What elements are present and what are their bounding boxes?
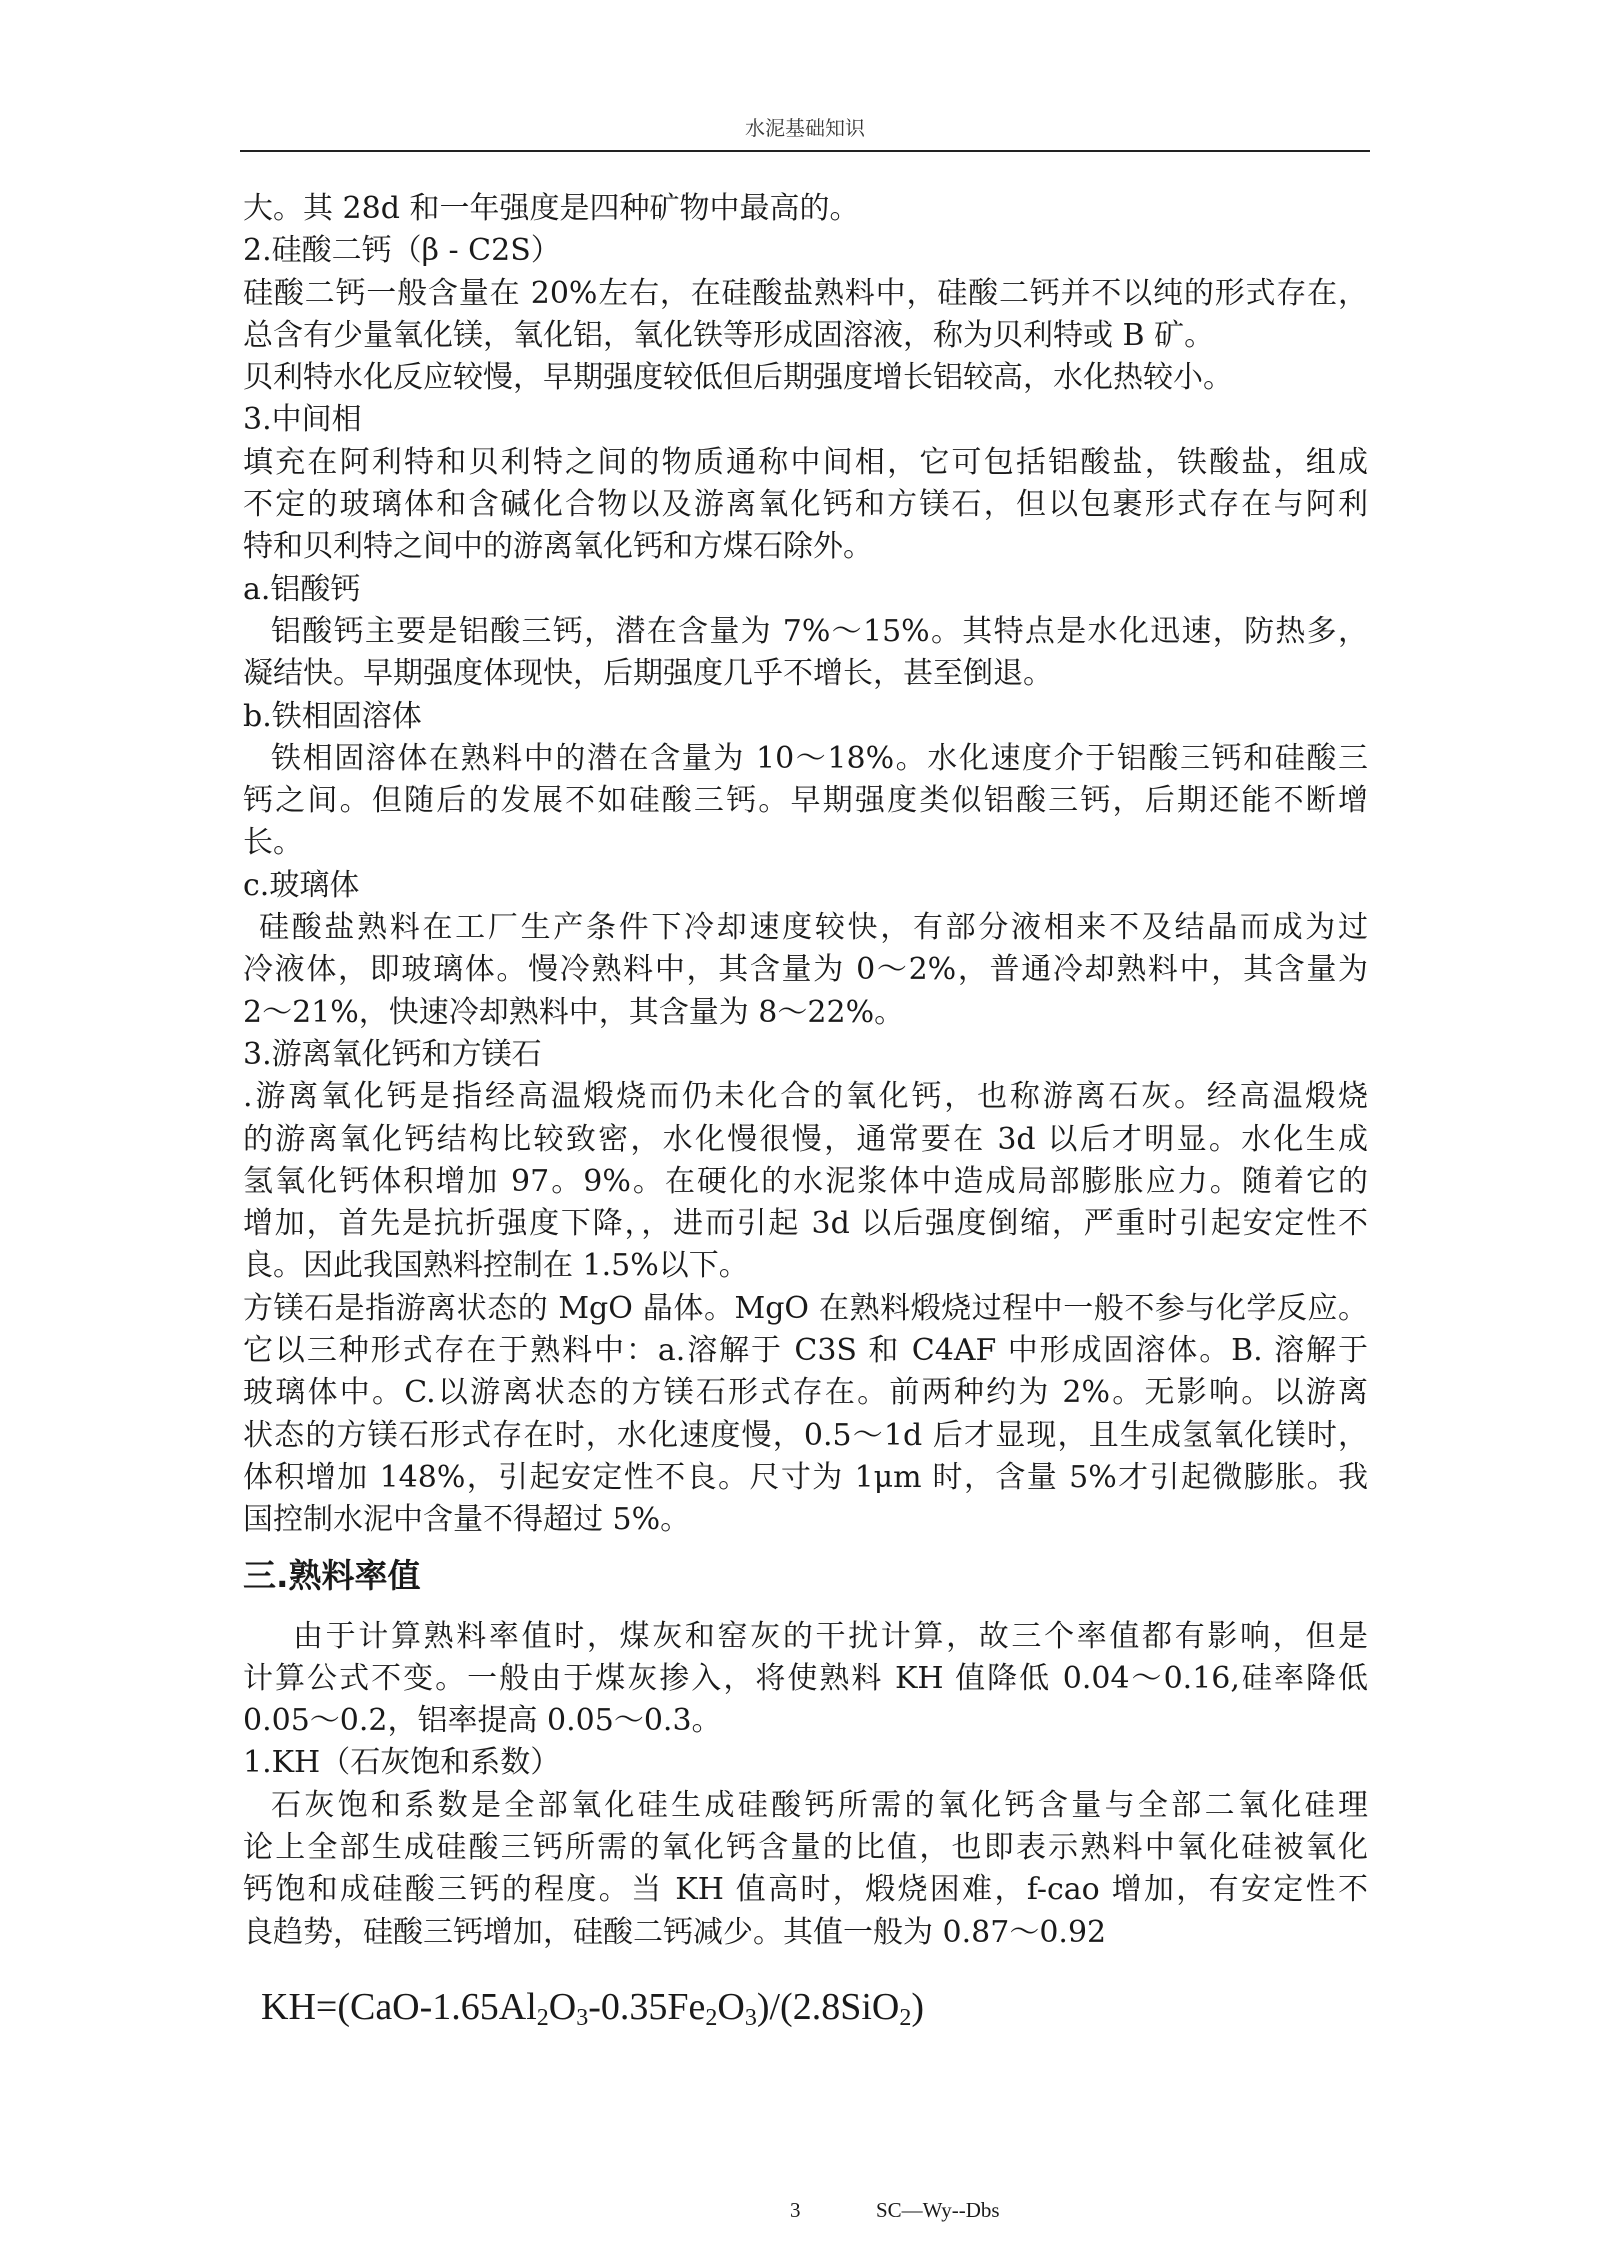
text-line: 的游离氧化钙结构比较致密，水化慢很慢，通常要在 3d 以后才明显。水化生成 (243, 1121, 1368, 1157)
subheading-line: 3.中间相 (243, 402, 362, 438)
text-line: 0.05～0.2，铝率提高 0.05～0.3。 (243, 1703, 722, 1739)
text-line: .游离氧化钙是指经高温煅烧而仍未化合的氧化钙，也称游离石灰。经高温煅烧 (243, 1079, 1368, 1115)
text-line: 玻璃体中。C.以游离状态的方镁石形式存在。前两种约为 2%。无影响。以游离 (243, 1375, 1368, 1411)
page-header (240, 108, 1370, 152)
text-line: 铝酸钙主要是铝酸三钙，潜在含量为 7%～15%。其特点是水化迅速，防热多， (271, 613, 1368, 649)
text-line: 国控制水泥中含量不得超过 5%。 (243, 1502, 691, 1538)
text-line: 计算公式不变。一般由于煤灰掺入，将使熟料 KH 值降低 0.04～0.16,硅率降低 (243, 1660, 1368, 1696)
text-line: 特和贝利特之间中的游离氧化钙和方煤石除外。 (243, 529, 873, 565)
text-line: 冷液体，即玻璃体。慢冷熟料中，其含量为 0～2%，普通冷却熟料中，其含量为 (243, 952, 1368, 988)
text-line: 钙之间。但随后的发展不如硅酸三钙。早期强度类似铝酸三钙，后期还能不断增 (243, 783, 1368, 819)
document-code: SC—Wy--Dbs (876, 2198, 1000, 2222)
text-line: 凝结快。早期强度体现快，后期强度几乎不增长，甚至倒退。 (243, 656, 1053, 692)
subheading-line: a.铝酸钙 (243, 571, 361, 607)
document-body (243, 188, 1368, 2043)
text-line: 它以三种形式存在于熟料中：a.溶解于 C3S 和 C4AF 中形成固溶体。B. 溶解于 (243, 1333, 1368, 1369)
text-line: 增加，首先是抗折强度下降，，进而引起 3d 以后强度倒缩，严重时引起安定性不 (243, 1206, 1368, 1242)
text-line: 氢氧化钙体积增加 97。9%。在硬化的水泥浆体中造成局部膨胀应力。随着它的 (243, 1163, 1368, 1199)
text-line: 石灰饱和系数是全部氧化硅生成硅酸钙所需的氧化钙含量与全部二氧化硅理 (271, 1787, 1368, 1823)
text-line: 2～21%，快速冷却熟料中，其含量为 8～22%。 (243, 994, 905, 1030)
subheading-line: 2.硅酸二钙（β - C2S） (243, 233, 561, 269)
text-line: 良。因此我国熟料控制在 1.5%以下。 (243, 1248, 749, 1284)
text-line: 硅酸二钙一般含量在 20%左右，在硅酸盐熟料中，硅酸二钙并不以纯的形式存在， (243, 275, 1368, 311)
subheading-line: 3.游离氧化钙和方镁石 (243, 1036, 542, 1072)
text-line: 论上全部生成硅酸三钙所需的氧化钙含量的比值，也即表示熟料中氧化硅被氧化 (243, 1829, 1368, 1865)
subheading-line: b.铁相固溶体 (243, 698, 422, 734)
text-line: 体积增加 148%，引起安定性不良。尺寸为 1μm 时，含量 5%才引起微膨胀。我 (243, 1459, 1368, 1495)
text-line: 贝利特水化反应较慢，早期强度较低但后期强度增长铝较高，水化热较小。 (243, 360, 1233, 396)
text-line: 钙饱和成硅酸三钙的程度。当 KH 值高时，煅烧困难，f-cao 增加，有安定性不 (243, 1872, 1368, 1908)
text-line: 填充在阿利特和贝利特之间的物质通称中间相，它可包括铝酸盐，铁酸盐，组成 (243, 444, 1368, 480)
text-line: 状态的方镁石形式存在时，水化速度慢，0.5～1d 后才显现，且生成氢氧化镁时， (243, 1417, 1368, 1453)
text-line: 总含有少量氧化镁，氧化铝，氧化铁等形成固溶液，称为贝利特或 B 矿。 (243, 317, 1215, 353)
subheading-line: 1.KH（石灰饱和系数） (243, 1745, 561, 1781)
text-line: 不定的玻璃体和含碱化合物以及游离氧化钙和方镁石，但以包裹形式存在与阿利 (243, 487, 1368, 523)
text-line: 大。其 28d 和一年强度是四种矿物中最高的。 (243, 191, 860, 226)
text-line: 由于计算熟料率值时，煤灰和窑灰的干扰计算，故三个率值都有影响，但是 (293, 1618, 1368, 1654)
text-line: 方镁石是指游离状态的 MgO 晶体。MgO 在熟料煅烧过程中一般不参与化学反应。 (243, 1290, 1368, 1326)
text-line: 良趋势，硅酸三钙增加，硅酸二钙减少。其值一般为 0.87～0.92 (243, 1914, 1107, 1950)
header-title: 水泥基础知识 (745, 116, 865, 140)
section-heading: 三.熟料率值 (243, 1555, 421, 1595)
subheading-line: c.玻璃体 (243, 867, 360, 903)
page-number: 3 (790, 2198, 801, 2222)
text-line: 铁相固溶体在熟料中的潜在含量为 10～18%。水化速度介于铝酸三钙和硅酸三 (271, 740, 1368, 776)
kh-formula: $KH=(CaO-1.65Al_2O_3-0.35Fe_2O_3)/(2.8SiO_2)$ (261, 1985, 924, 2031)
text-line: 长。 (243, 825, 303, 861)
text-line: 硅酸盐熟料在工厂生产条件下冷却速度较快，有部分液相来不及结晶而成为过 (259, 910, 1368, 946)
page-footer (790, 2198, 1000, 2223)
